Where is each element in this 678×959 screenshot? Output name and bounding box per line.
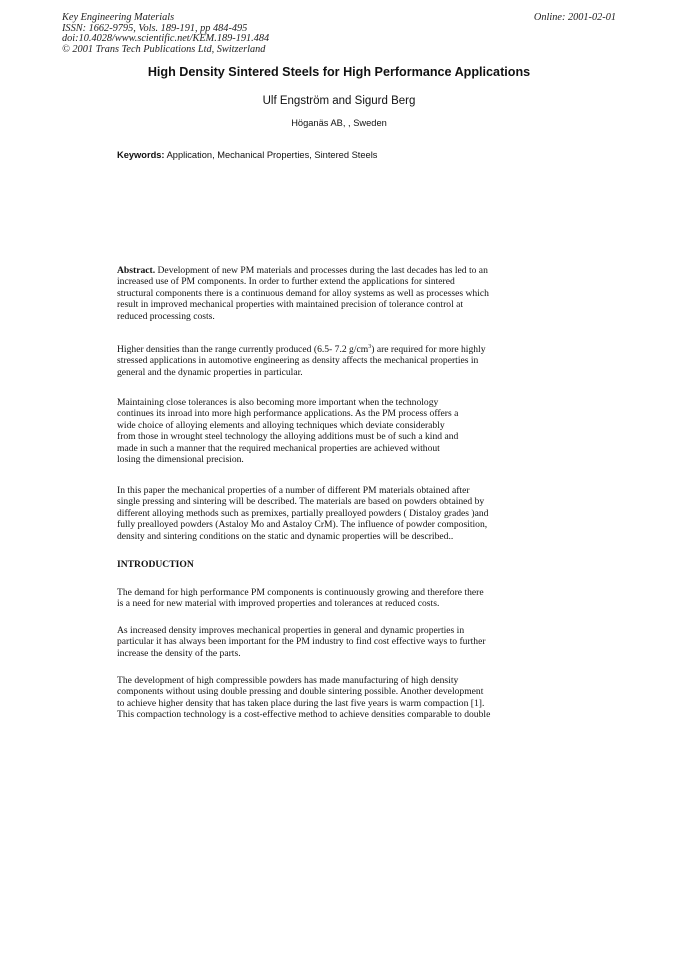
tolerance-line: made in such a manner that the required mechanical properties are achieved without xyxy=(117,442,440,454)
scope-line: single pressing and sintering will be described. The materials are based on powders obtained by xyxy=(117,496,485,508)
paper-title: High Density Sintered Steels for High Performance Applications xyxy=(147,65,531,79)
tolerance-line: losing the dimensional precision. xyxy=(117,454,244,466)
tolerance-line: continues its inroad into more high performance applications. As the PM process offers a xyxy=(117,408,459,420)
development-line: components without using double pressing and double sintering possible. Another development xyxy=(117,686,484,698)
development-line: to achieve higher density that has taken place during the last five years is warm compaction [1]. xyxy=(117,697,485,709)
scope-paragraph xyxy=(117,485,557,542)
keywords-text: Application, Mechanical Properties, Sintered Steels xyxy=(164,150,378,160)
density-line: stressed applications in automotive engineering as density affects the mechanical properties in xyxy=(117,355,479,367)
abstract-line-text: Development of new PM materials and processes during the last decades has led to an xyxy=(155,265,488,276)
keywords-label: Keywords: xyxy=(117,150,165,160)
density-line: general and the dynamic properties in particular. xyxy=(117,366,303,378)
abstract-paragraph xyxy=(117,265,557,322)
abstract-line xyxy=(117,265,557,276)
tolerance-line: Maintaining close tolerances is also becoming more important when the technology xyxy=(117,397,439,408)
increased-density-paragraph xyxy=(117,625,557,659)
abstract-line: reduced processing costs. xyxy=(117,310,215,322)
scope-line: different alloying methods such as premixes, partially prealloyed powders ( Distaloy grades )and xyxy=(117,507,489,519)
doi-line: doi:10.4028/www.scientific.net/KEM.189-191.484 xyxy=(62,33,270,45)
online-date: Online: 2001-02-01 xyxy=(533,12,616,23)
development-line: This compaction technology is a cost-effective method to achieve densities comparable to double xyxy=(117,709,491,721)
abstract-line: structural components there is a continuous demand for alloy systems as well as processes which xyxy=(117,287,489,299)
paper-affiliation: Höganäs AB, , Sweden xyxy=(291,118,387,128)
journal-name: Key Engineering Materials xyxy=(62,12,175,23)
density-line xyxy=(117,344,557,355)
development-line: The development of high compressible powders has made manufacturing of high density xyxy=(117,675,459,686)
tolerance-line: from those in wrought steel technology the alloying additions must be of such a kind and xyxy=(117,431,459,443)
scope-line: In this paper the mechanical properties of a number of different PM materials obtained after xyxy=(117,485,470,496)
issn-line: ISSN: 1662-9795, Vols. 189-191, pp 484-495 xyxy=(62,22,248,34)
scope-line: density and sintering conditions on the static and dynamic properties will be described.. xyxy=(117,530,454,542)
copyright-line: © 2001 Trans Tech Publications Ltd, Switzerland xyxy=(62,43,266,55)
development-paragraph xyxy=(117,675,557,721)
keywords-line xyxy=(117,150,377,160)
demand-line: is a need for new material with improved properties and tolerances at reduced costs. xyxy=(117,598,440,610)
density-superscript: 3 xyxy=(368,343,372,350)
abstract-label: Abstract. xyxy=(117,265,156,276)
increased-density-line: particular it has always been important for the PM industry to find cost effective ways to further xyxy=(117,636,486,648)
demand-paragraph xyxy=(117,587,557,610)
increased-density-line: increase the density of the parts. xyxy=(117,647,241,659)
scope-line: fully prealloyed powders (Astaloy Mo and Astaloy CrM). The influence of powder composition, xyxy=(117,519,488,531)
introduction-heading: INTRODUCTION xyxy=(117,559,194,570)
paper-authors: Ulf Engström and Sigurd Berg xyxy=(262,95,416,107)
tolerance-paragraph xyxy=(117,397,557,465)
abstract-line: increased use of PM components. In order to further extend the applications for sintered xyxy=(117,276,455,288)
increased-density-line: As increased density improves mechanical properties in general and dynamic properties in xyxy=(117,625,465,636)
journal-header xyxy=(62,13,269,55)
abstract-line: result in improved mechanical properties with maintained precision of tolerance control at xyxy=(117,299,464,311)
tolerance-line: wide choice of alloying elements and alloying techniques which deviate considerably xyxy=(117,419,445,431)
density-paragraph xyxy=(117,344,557,378)
density-line-pre: Higher densities than the range currently produced (6.5- 7.2 g/cm xyxy=(117,344,369,355)
demand-line: The demand for high performance PM components is continuously growing and therefore there xyxy=(117,587,484,598)
density-line-post: ) are required for more highly xyxy=(371,344,486,355)
